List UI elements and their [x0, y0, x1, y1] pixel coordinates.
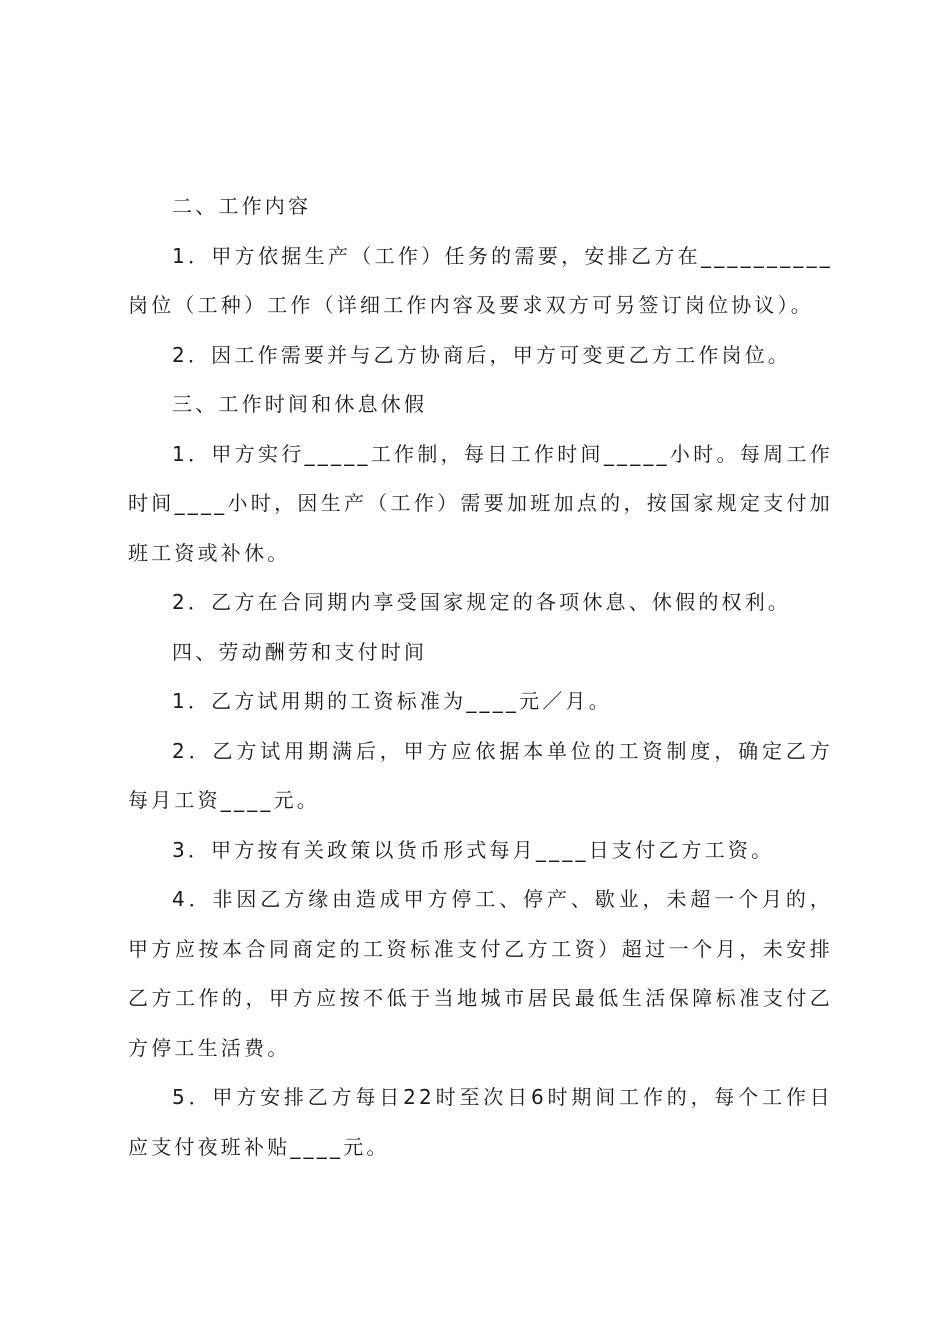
- clause-work-content-2: 2．因工作需要并与乙方协商后，甲方可变更乙方工作岗位。: [172, 342, 792, 367]
- clause-remuneration-3: 3．甲方按有关政策以货币形式每月____日支付乙方工资。: [172, 837, 775, 862]
- document-body: [128, 182, 833, 1172]
- clause-work-hours-2: 2．乙方在合同期内享受国家规定的各项休息、休假的权利。: [172, 590, 792, 614]
- clause-work-content-1: 1．甲方依据生产（工作）任务的需要，安排乙方在__________岗位（工种）工作（详细工作内容及要求双方可另签订岗位协议）。: [128, 243, 833, 317]
- section-heading-work-content: 二、工作内容: [172, 194, 312, 218]
- section-heading-work-hours: 三、工作时间和休息休假: [172, 392, 428, 416]
- clause-remuneration-4: 4．非因乙方缘由造成甲方停工、停产、歇业，未超一个月的，甲方应按本合同商定的工资标准支付乙方工资）超过一个月，未安排乙方工作的，甲方应按不低于当地城市居民最低生活保障标准支付乙方停工生活费。: [128, 887, 833, 1060]
- section-heading-remuneration: 四、劳动酬劳和支付时间: [172, 639, 428, 664]
- clause-remuneration-2: 2．乙方试用期满后，甲方应依据本单位的工资制度，确定乙方每月工资____元。: [128, 738, 833, 812]
- clause-remuneration-5: 5．甲方安排乙方每日22时至次日6时期间工作的，每个工作日应支付夜班补贴____元。: [128, 1085, 833, 1159]
- clause-work-hours-1: 1．甲方实行_____工作制，每日工作时间_____小时。每周工作时间____小时，因生产（工作）需要加班加点的，按国家规定支付加班工资或补休。: [128, 441, 833, 565]
- clause-remuneration-1: 1．乙方试用期的工资标准为____元／月。: [172, 689, 612, 713]
